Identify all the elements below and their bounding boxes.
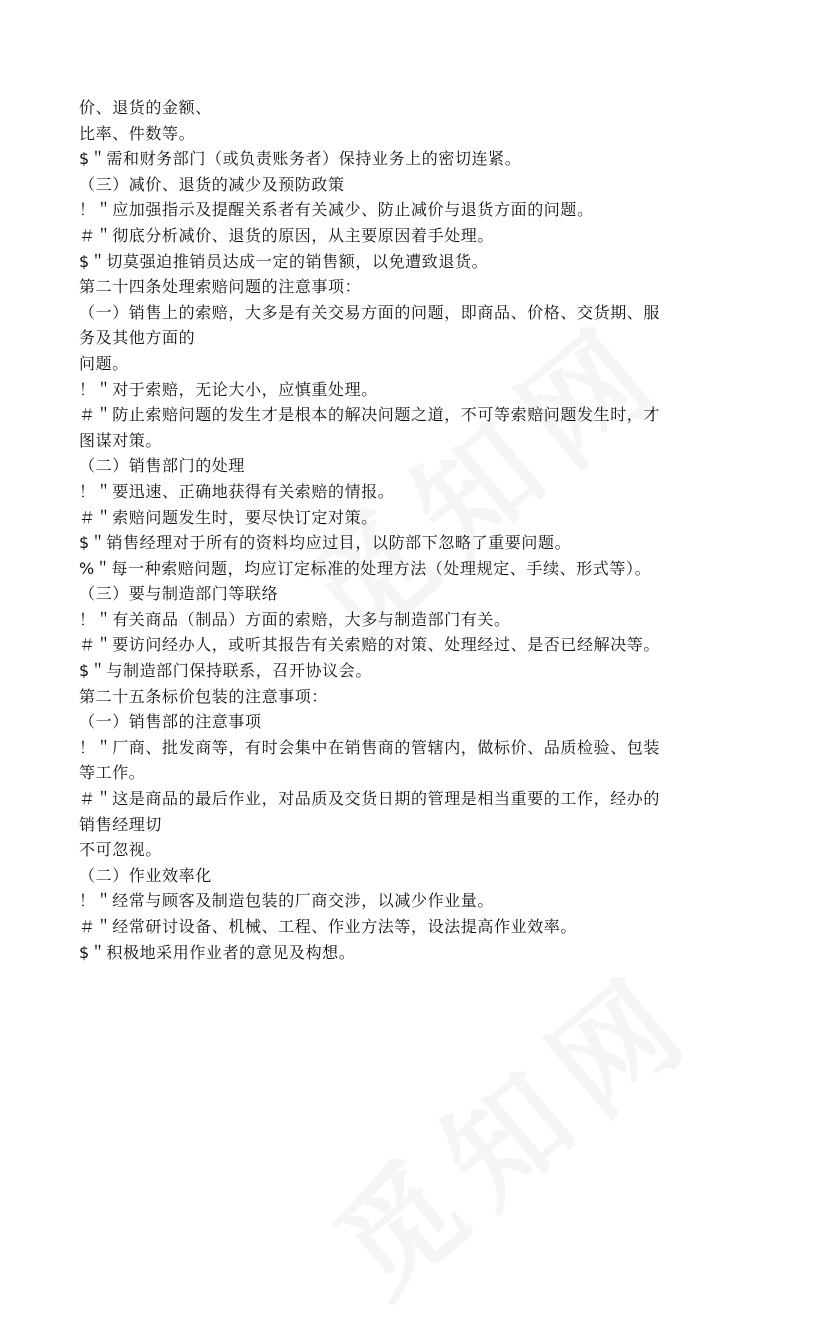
text-line: ＃＂这是商品的最后作业，对品质及交货日期的管理是相当重要的工作，经办的: [79, 789, 661, 809]
text-line: $＂积极地采用作业者的意见及构想。: [79, 942, 356, 962]
text-line: ！＂厂商、批发商等，有时会集中在销售商的管辖内，做标价、品质检验、包装: [79, 737, 661, 757]
text-line: 比率、件数等。: [79, 123, 196, 143]
text-line: 销售经理切: [79, 814, 163, 834]
text-line: %＂每一种索赔问题，均应订定标准的处理方法（处理规定、手续、形式等）。: [79, 558, 652, 578]
text-line: $＂切莫强迫推销员达成一定的销售额，以免遭致退货。: [79, 251, 489, 271]
section-heading: （三）要与制造部门等联络: [79, 584, 279, 604]
article-heading: 第二十五条标价包装的注意事项：: [79, 686, 329, 706]
text-line: ＃＂彻底分析减价、退货的原因，从主要原因着手处理。: [79, 225, 495, 245]
text-line: ！＂应加强指示及提醒关系者有关减少、防止减价与退货方面的问题。: [79, 200, 594, 220]
text-line: 图谋对策。: [79, 430, 163, 450]
document-body: [79, 95, 779, 965]
text-line: ＃＂经常研讨设备、机械、工程、作业方法等，设法提高作业效率。: [79, 917, 578, 936]
text-line: 等工作。: [79, 763, 146, 783]
text-line: 问题。: [79, 353, 129, 373]
article-heading: 第二十四条处理索赔问题的注意事项：: [79, 277, 362, 297]
text-line: $＂与制造部门保持联系，召开协议会。: [79, 661, 372, 681]
text-line: $＂需和财务部门（或负责账务者）保持业务上的密切连紧。: [79, 149, 522, 169]
text-line: 价、退货的金额、: [79, 98, 212, 117]
section-heading: （二）销售部门的处理: [79, 456, 246, 476]
watermark: [294, 925, 726, 1327]
text-line: （一）销售上的索赔，大多是有关交易方面的问题，即商品、价格、交货期、服: [79, 302, 661, 322]
text-line: ＃＂防止索赔问题的发生才是根本的解决问题之道，不可等索赔问题发生时，才: [79, 405, 661, 425]
text-line: 务及其他方面的: [79, 328, 196, 348]
text-line: ＃＂索赔问题发生时，要尽快订定对策。: [79, 507, 378, 527]
text-line: ！＂有关商品（制品）方面的索赔，大多与制造部门有关。: [79, 609, 511, 629]
section-heading: （一）销售部的注意事项: [79, 712, 262, 732]
text-line: ！＂要迅速、正确地获得有关索赔的情报。: [79, 481, 395, 501]
text-line: ！＂经常与顾客及制造包装的厂商交涉，以减少作业量。: [79, 891, 495, 911]
text-line: ＃＂要访问经办人，或听其报告有关索赔的对策、处理经过、是否已经解决等。: [79, 635, 661, 655]
section-heading: （三）减价、退货的减少及预防政策: [79, 174, 345, 194]
section-heading: （二）作业效率化: [79, 865, 212, 885]
text-line: 不可忽视。: [79, 840, 163, 860]
text-line: $＂销售经理对于所有的资料均应过目，以防部下忽略了重要问题。: [79, 533, 572, 553]
text-line: ！＂对于索赔，无论大小，应慎重处理。: [79, 379, 378, 399]
